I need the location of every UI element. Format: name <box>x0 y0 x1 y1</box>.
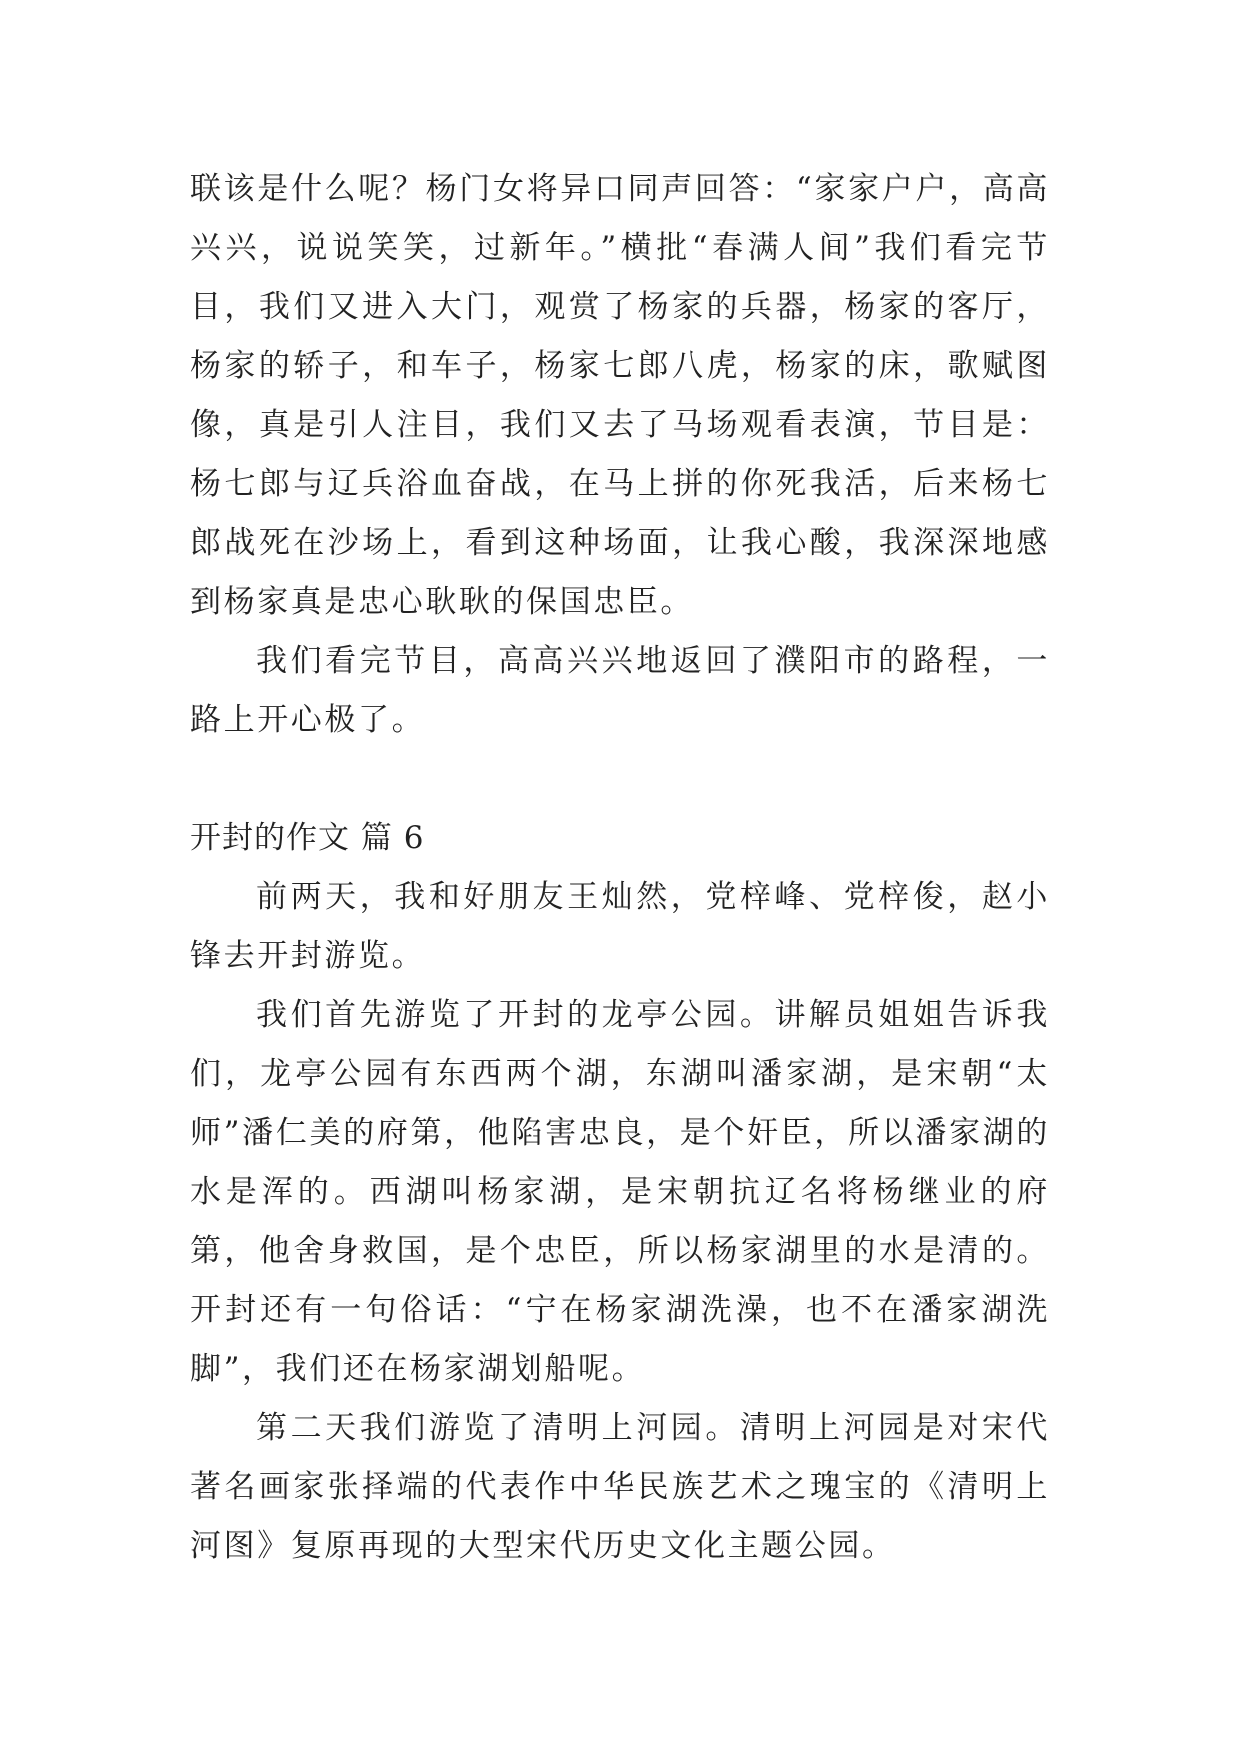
paragraph-qingming-park: 第二天我们游览了清明上河园。清明上河园是对宋代著名画家张择端的代表作中华民族艺术之瑰宝的《清明上河图》复原再现的大型宋代历史文化主题公园。 <box>190 1410 1050 1564</box>
paragraph-continued: 联该是什么呢？杨门女将异口同声回答：“家家户户，高高兴兴，说说笑笑，过新年。”横批“春满人间”我们看完节目，我们又进入大门，观赏了杨家的兵器，杨家的客厅，杨家的轿子，和车子，杨家七郎八虎，杨家的床，歌赋图像，真是引人注目，我们又去了马场观看表演，节目是：杨七郎与辽兵浴血奋战，在马上拼的你死我活，后来杨七郎战死在沙场上，看到这种场面，让我心酸，我深深地感到杨家真是忠心耿耿的保国忠臣。 <box>190 171 1050 620</box>
paragraph-intro: 前两天，我和好朋友王灿然，党梓峰、党梓俊，赵小锋去开封游览。 <box>190 879 1050 974</box>
document-body <box>190 160 1050 1576</box>
paragraph-return-trip: 我们看完节目，高高兴兴地返回了濮阳市的路程，一路上开心极了。 <box>190 643 1050 738</box>
section-heading: 开封的作文 篇 6 <box>190 820 425 856</box>
paragraph-longting-park: 我们首先游览了开封的龙亭公园。讲解员姐姐告诉我们，龙亭公园有东西两个湖，东湖叫潘家湖，是宋朝“太师”潘仁美的府第，他陷害忠良，是个奸臣，所以潘家湖的水是浑的。西湖叫杨家湖，是宋朝抗辽名将杨继业的府第，他舍身救国，是个忠臣，所以杨家湖里的水是清的。开封还有一句俗话：“宁在杨家湖洗澡，也不在潘家湖洗脚”，我们还在杨家湖划船呢。 <box>190 997 1050 1387</box>
